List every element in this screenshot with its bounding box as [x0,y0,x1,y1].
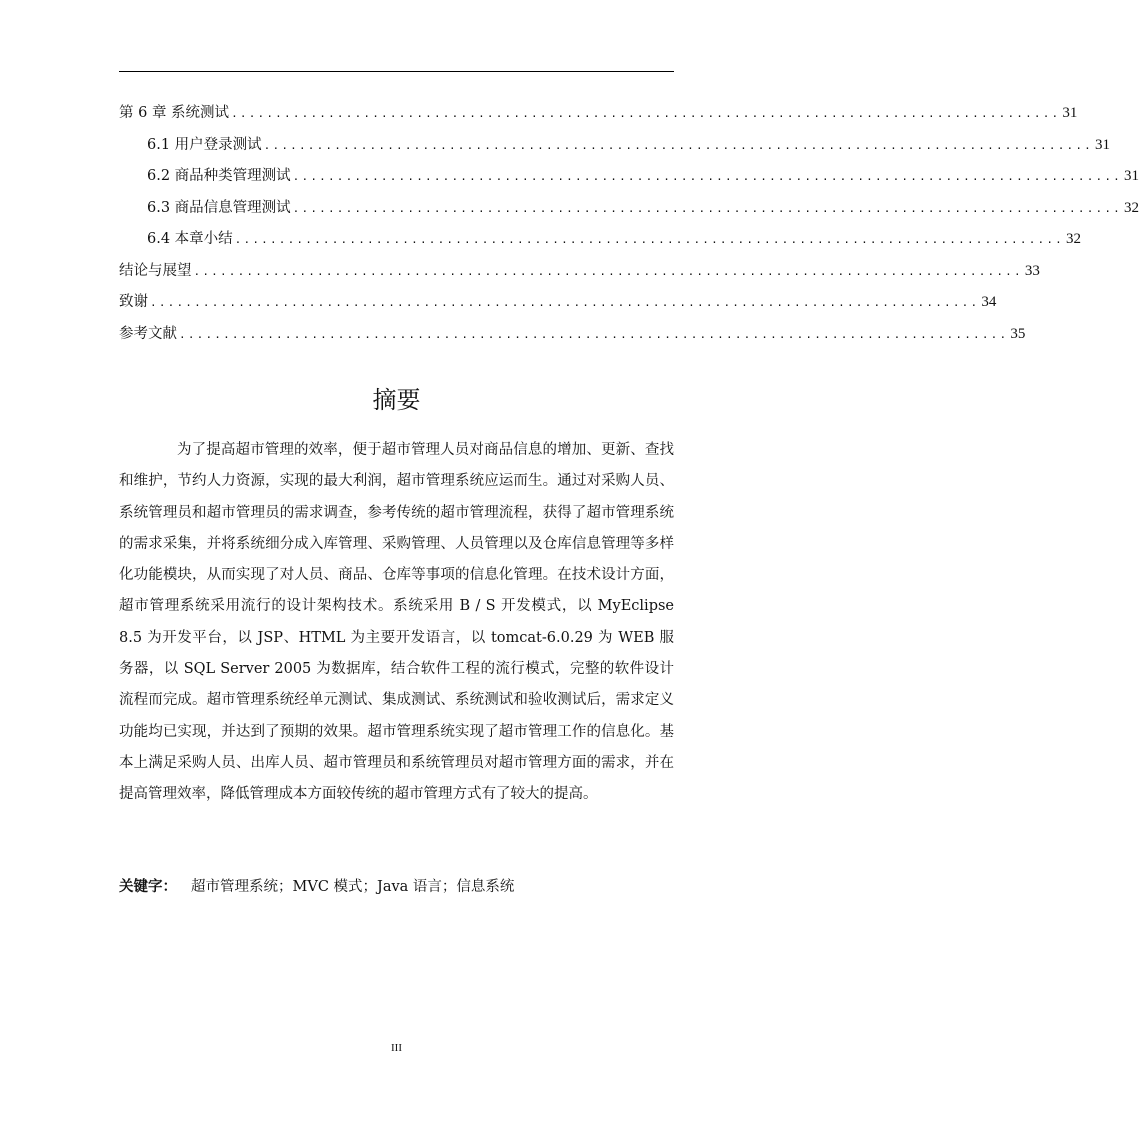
toc-entry-page: 32 [1124,199,1139,216]
toc-entry-page: 31 [1095,136,1110,153]
toc-entry-acknowledgements[interactable] [119,287,997,319]
toc-dot-leader: .............................................................................................. [231,107,1061,120]
table-of-contents [119,98,1139,350]
toc-dot-leader: .............................................................................................. [292,170,1122,183]
toc-entry-references[interactable] [119,319,1026,351]
toc-dot-leader: .............................................................................................. [193,264,1023,278]
toc-entry-title: 第 6 章 系统测试 [119,105,230,121]
abstract-paragraph: 为了提高超市管理的效率，便于超市管理人员对商品信息的增加、更新、查找和维护，节约人力资源，实现的最大利润，超市管理系统应运而生。通过对采购人员、系统管理员和超市管理员的需求调查，参考传统的超市管理流程，获得了超市管理系统的需求采集，并将系统细分成入库管理、采购管理、人员管理以及仓库信息管理等多样化功能模块，从而实现了对人员、商品、仓库等事项的信息化管理。在技术设计方面，超市管理系统采用流行的设计架构技术。系统采用 B / S 开发模式，以 MyEclipse 8.5 为开发平台，以 JSP、HTML 为主要开发语言，以 tomcat-6.0.29 为 WEB 服务器，以 SQL Server 2005 为数据库，结合软件工程的流行模式，完整的软件设计流程而完成。超市管理系统经单元测试、集成测试、系统测试和验收测试后，需求定义功能均已实现，并达到了预期的效果。超市管理系统实现了超市管理工作的信息化。基本上满足采购人员、出库人员、超市管理员和系统管理员对超市管理方面的需求，并在提高管理效率，降低管理成本方面较传统的超市管理方式有了较大的提高。 [119,442,674,803]
toc-entry-page: 31 [1062,105,1078,121]
header-rule [119,71,674,72]
toc-entry-title: 6.4 本章小结 [147,231,233,247]
toc-entry-chapter-6[interactable] [119,98,1078,130]
toc-entry-title: 参考文献 [119,325,177,342]
toc-entry-title: 结论与展望 [119,262,192,279]
toc-entry-page: 33 [1024,262,1040,279]
toc-dot-leader: .............................................................................................. [179,327,1009,341]
toc-entry-title: 6.2 商品种类管理测试 [147,168,291,184]
toc-entry-6-3[interactable] [119,193,1139,225]
toc-entry-6-1[interactable] [119,130,1110,162]
toc-entry-page: 35 [1010,325,1026,342]
toc-entry-conclusion[interactable] [119,256,1040,288]
toc-entry-6-2[interactable] [119,161,1139,193]
toc-dot-leader: .............................................................................................. [150,296,980,309]
keywords-text: 超市管理系统；MVC 模式；Java 语言；信息系统 [191,879,515,895]
toc-entry-page: 31 [1124,168,1139,184]
abstract-heading: 摘要 [372,386,421,414]
toc-entry-title: 致谢 [119,294,148,310]
toc-dot-leader: .............................................................................................. [234,233,1064,246]
page-number: III [391,1042,402,1054]
keywords-label: 关键字： [119,879,177,895]
keywords-line [119,872,674,902]
toc-entry-title: 6.1 用户登录测试 [147,136,262,153]
toc-entry-page: 34 [981,294,997,310]
toc-entry-6-4[interactable] [119,224,1081,256]
toc-dot-leader: .............................................................................................. [263,138,1093,152]
toc-dot-leader: .............................................................................................. [292,201,1122,215]
toc-entry-page: 32 [1066,231,1081,247]
toc-entry-title: 6.3 商品信息管理测试 [147,199,291,216]
